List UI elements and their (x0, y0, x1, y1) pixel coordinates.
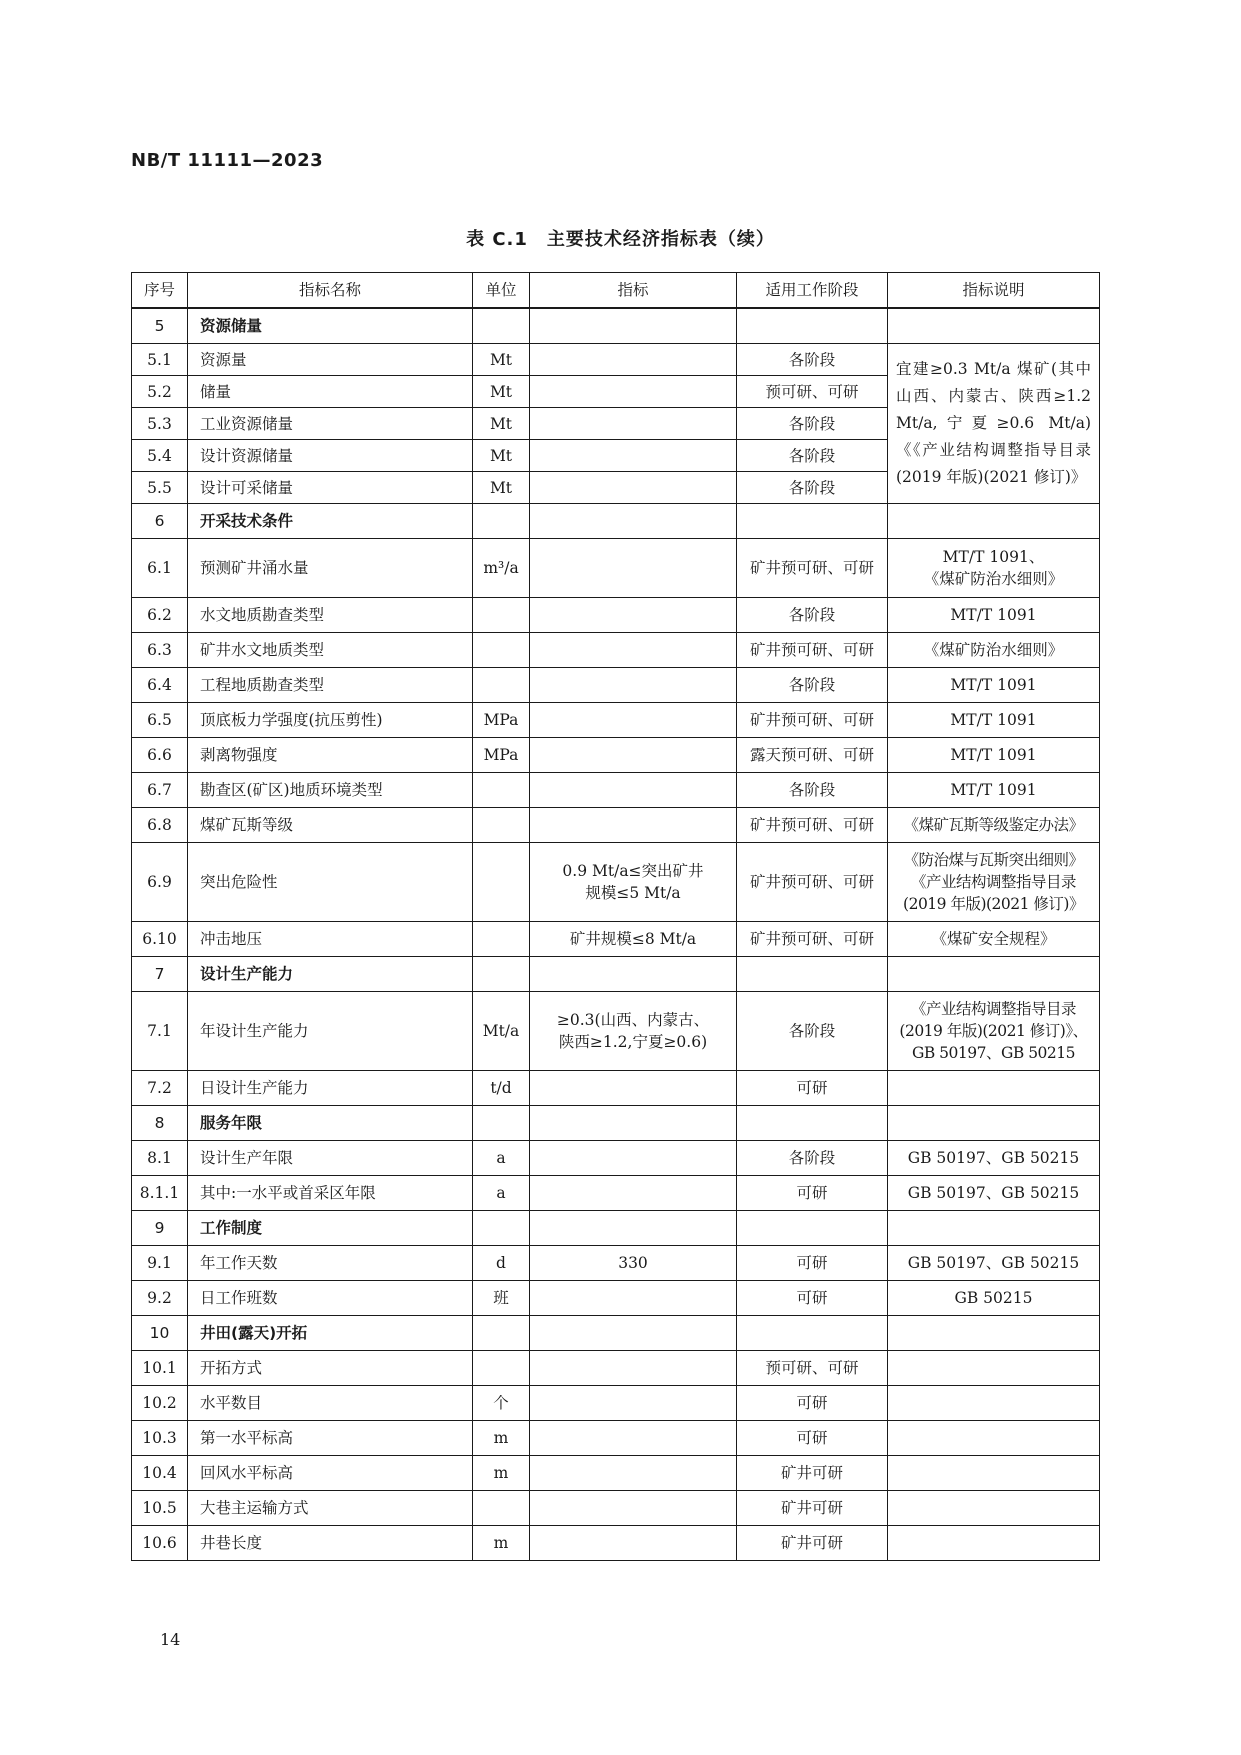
indicator-name: 水平数目 (188, 1386, 473, 1421)
row-number: 5.1 (132, 344, 188, 376)
row-number: 8.1 (132, 1141, 188, 1176)
indicator-name: 设计生产年限 (188, 1141, 473, 1176)
stage: 各阶段 (737, 1141, 888, 1176)
indicator-name: 服务年限 (188, 1106, 473, 1141)
indicator-value: 矿井规模≤8 Mt/a (530, 922, 737, 957)
indicator-note: 《煤矿瓦斯等级鉴定办法》 (888, 808, 1100, 843)
table-header-row (132, 273, 1100, 309)
table-row (132, 1071, 1100, 1106)
column-header: 指标说明 (888, 273, 1100, 309)
table-row (132, 1351, 1100, 1386)
indicator-note (888, 992, 1100, 1071)
table-row (132, 1141, 1100, 1176)
unit: Mt/a (473, 992, 530, 1071)
indicator-note: GB 50215 (888, 1281, 1100, 1316)
stage: 可研 (737, 1386, 888, 1421)
value-line: 0.9 Mt/a≤突出矿井 (562, 862, 704, 880)
row-number: 5.3 (132, 408, 188, 440)
stage: 各阶段 (737, 668, 888, 703)
stage: 各阶段 (737, 598, 888, 633)
indicator-name: 回风水平标高 (188, 1456, 473, 1491)
column-header: 单位 (473, 273, 530, 309)
stage: 各阶段 (737, 472, 888, 504)
page-number: 14 (160, 1630, 181, 1649)
row-number: 6.1 (132, 539, 188, 598)
stage: 矿井可研 (737, 1526, 888, 1561)
row-number: 9.1 (132, 1246, 188, 1281)
row-number: 7.1 (132, 992, 188, 1071)
technical-indicator-table (131, 272, 1100, 1561)
indicator-note: GB 50197、GB 50215 (888, 1176, 1100, 1211)
unit: Mt (473, 472, 530, 504)
indicator-name: 设计生产能力 (188, 957, 473, 992)
note-line: 《产业结构调整指导目录 (910, 1000, 1076, 1018)
row-number: 8 (132, 1106, 188, 1141)
unit: Mt (473, 376, 530, 408)
table-row (132, 1281, 1100, 1316)
table-row (132, 1421, 1100, 1456)
table-row (132, 633, 1100, 668)
stage: 预可研、可研 (737, 1351, 888, 1386)
stage: 矿井可研 (737, 1456, 888, 1491)
indicator-name: 年工作天数 (188, 1246, 473, 1281)
indicator-name: 工作制度 (188, 1211, 473, 1246)
row-number: 6.10 (132, 922, 188, 957)
stage: 矿井预可研、可研 (737, 843, 888, 922)
table-row (132, 598, 1100, 633)
row-number: 5.5 (132, 472, 188, 504)
row-number: 6.4 (132, 668, 188, 703)
indicator-name: 工业资源储量 (188, 408, 473, 440)
indicator-name: 矿井水文地质类型 (188, 633, 473, 668)
unit: m (473, 1526, 530, 1561)
unit: 班 (473, 1281, 530, 1316)
unit: t/d (473, 1071, 530, 1106)
row-number: 6.8 (132, 808, 188, 843)
indicator-name: 开采技术条件 (188, 504, 473, 539)
indicator-name: 突出危险性 (188, 843, 473, 922)
stage: 预可研、可研 (737, 376, 888, 408)
column-header: 序号 (132, 273, 188, 309)
stage: 矿井预可研、可研 (737, 539, 888, 598)
unit: a (473, 1176, 530, 1211)
table-row (132, 344, 1100, 376)
unit: Mt (473, 440, 530, 472)
table-row (132, 1106, 1100, 1141)
indicator-name: 其中:一水平或首采区年限 (188, 1176, 473, 1211)
table-row (132, 1456, 1100, 1491)
stage: 矿井预可研、可研 (737, 703, 888, 738)
table-row (132, 504, 1100, 539)
indicator-name: 设计资源储量 (188, 440, 473, 472)
table-row (132, 773, 1100, 808)
stage: 矿井预可研、可研 (737, 808, 888, 843)
row-number: 10.4 (132, 1456, 188, 1491)
row-number: 10.6 (132, 1526, 188, 1561)
indicator-name: 日设计生产能力 (188, 1071, 473, 1106)
indicator-name: 工程地质勘查类型 (188, 668, 473, 703)
indicator-name: 剥离物强度 (188, 738, 473, 773)
column-header: 适用工作阶段 (737, 273, 888, 309)
indicator-name: 顶底板力学强度(抗压剪性) (188, 703, 473, 738)
indicator-name: 储量 (188, 376, 473, 408)
indicator-name: 年设计生产能力 (188, 992, 473, 1071)
table-row (132, 957, 1100, 992)
stage: 可研 (737, 1421, 888, 1456)
indicator-name: 井巷长度 (188, 1526, 473, 1561)
table-row (132, 308, 1100, 344)
unit: a (473, 1141, 530, 1176)
unit: m (473, 1456, 530, 1491)
unit: Mt (473, 344, 530, 376)
indicator-name: 设计可采储量 (188, 472, 473, 504)
table-row (132, 922, 1100, 957)
row-number: 10.3 (132, 1421, 188, 1456)
table-row (132, 1316, 1100, 1351)
stage: 可研 (737, 1281, 888, 1316)
stage: 可研 (737, 1071, 888, 1106)
row-number: 7 (132, 957, 188, 992)
table-row (132, 808, 1100, 843)
row-number: 10.5 (132, 1491, 188, 1526)
indicator-note: 《煤矿安全规程》 (888, 922, 1100, 957)
indicator-name: 资源量 (188, 344, 473, 376)
indicator-note: MT/T 1091 (888, 773, 1100, 808)
note-line: 《产业结构调整指导目录 (910, 873, 1076, 891)
stage: 可研 (737, 1246, 888, 1281)
indicator-note: 宜建≥0.3 Mt/a 煤矿(其中山西、内蒙古、陕西≥1.2 Mt/a,宁夏≥0.6 Mt/a)《《产业结构调整指导目录(2019 年版)(2021 修订)》 (888, 344, 1100, 504)
row-number: 10.2 (132, 1386, 188, 1421)
indicator-name: 大巷主运输方式 (188, 1491, 473, 1526)
indicator-name: 井田(露天)开拓 (188, 1316, 473, 1351)
unit: 个 (473, 1386, 530, 1421)
table-row (132, 703, 1100, 738)
unit: Mt (473, 408, 530, 440)
indicator-value (530, 992, 737, 1071)
indicator-note: GB 50197、GB 50215 (888, 1246, 1100, 1281)
indicator-name: 第一水平标高 (188, 1421, 473, 1456)
indicator-name: 开拓方式 (188, 1351, 473, 1386)
unit: MPa (473, 703, 530, 738)
indicator-name: 水文地质勘查类型 (188, 598, 473, 633)
stage: 各阶段 (737, 440, 888, 472)
table-row (132, 1246, 1100, 1281)
row-number: 7.2 (132, 1071, 188, 1106)
stage: 各阶段 (737, 408, 888, 440)
row-number: 6.3 (132, 633, 188, 668)
indicator-name: 煤矿瓦斯等级 (188, 808, 473, 843)
unit: m³/a (473, 539, 530, 598)
stage: 各阶段 (737, 344, 888, 376)
indicator-note: MT/T 1091 (888, 738, 1100, 773)
document-id: NB/T 11111—2023 (131, 150, 324, 171)
table-caption: 表 C.1 主要技术经济指标表（续） (466, 229, 775, 250)
row-number: 10.1 (132, 1351, 188, 1386)
table-row (132, 1176, 1100, 1211)
note-line: MT/T 1091、 (942, 548, 1045, 566)
indicator-note (888, 843, 1100, 922)
row-number: 9 (132, 1211, 188, 1246)
stage: 各阶段 (737, 992, 888, 1071)
row-number: 6 (132, 504, 188, 539)
indicator-note (888, 539, 1100, 598)
indicator-note: GB 50197、GB 50215 (888, 1141, 1100, 1176)
row-number: 6.7 (132, 773, 188, 808)
row-number: 6.9 (132, 843, 188, 922)
table-row (132, 1526, 1100, 1561)
table-row (132, 668, 1100, 703)
note-line: GB 50197、GB 50215 (911, 1044, 1075, 1062)
row-number: 5 (132, 308, 188, 344)
indicator-note: MT/T 1091 (888, 598, 1100, 633)
table-row (132, 1211, 1100, 1246)
stage: 各阶段 (737, 773, 888, 808)
indicator-name: 日工作班数 (188, 1281, 473, 1316)
indicator-note: 《煤矿防治水细则》 (888, 633, 1100, 668)
table-row (132, 738, 1100, 773)
indicator-value: 330 (530, 1246, 737, 1281)
table-row (132, 843, 1100, 922)
indicator-name: 勘查区(矿区)地质环境类型 (188, 773, 473, 808)
column-header: 指标 (530, 273, 737, 309)
table-row (132, 539, 1100, 598)
row-number: 9.2 (132, 1281, 188, 1316)
stage: 露天预可研、可研 (737, 738, 888, 773)
unit: d (473, 1246, 530, 1281)
note-line: (2019 年版)(2021 修订)》 (903, 895, 1084, 913)
row-number: 6.5 (132, 703, 188, 738)
row-number: 6.6 (132, 738, 188, 773)
indicator-value (530, 843, 737, 922)
column-header: 指标名称 (188, 273, 473, 309)
row-number: 6.2 (132, 598, 188, 633)
row-number: 10 (132, 1316, 188, 1351)
value-line: 规模≤5 Mt/a (585, 884, 681, 902)
row-number: 8.1.1 (132, 1176, 188, 1211)
indicator-name: 资源储量 (188, 308, 473, 344)
unit: m (473, 1421, 530, 1456)
row-number: 5.4 (132, 440, 188, 472)
indicator-name: 预测矿井涌水量 (188, 539, 473, 598)
indicator-name: 冲击地压 (188, 922, 473, 957)
stage: 矿井可研 (737, 1491, 888, 1526)
note-line: 《煤矿防治水细则》 (923, 570, 1064, 588)
note-line: (2019 年版)(2021 修订)》、 (899, 1022, 1088, 1040)
unit: MPa (473, 738, 530, 773)
indicator-note: MT/T 1091 (888, 703, 1100, 738)
value-line: 陕西≥1.2,宁夏≥0.6) (558, 1033, 708, 1051)
note-line: 《防治煤与瓦斯突出细则》 (903, 851, 1084, 869)
table-row (132, 992, 1100, 1071)
indicator-note: MT/T 1091 (888, 668, 1100, 703)
stage: 可研 (737, 1176, 888, 1211)
table-row (132, 1386, 1100, 1421)
stage: 矿井预可研、可研 (737, 633, 888, 668)
row-number: 5.2 (132, 376, 188, 408)
table-row (132, 1491, 1100, 1526)
stage: 矿井预可研、可研 (737, 922, 888, 957)
value-line: ≥0.3(山西、内蒙古、 (556, 1011, 710, 1029)
